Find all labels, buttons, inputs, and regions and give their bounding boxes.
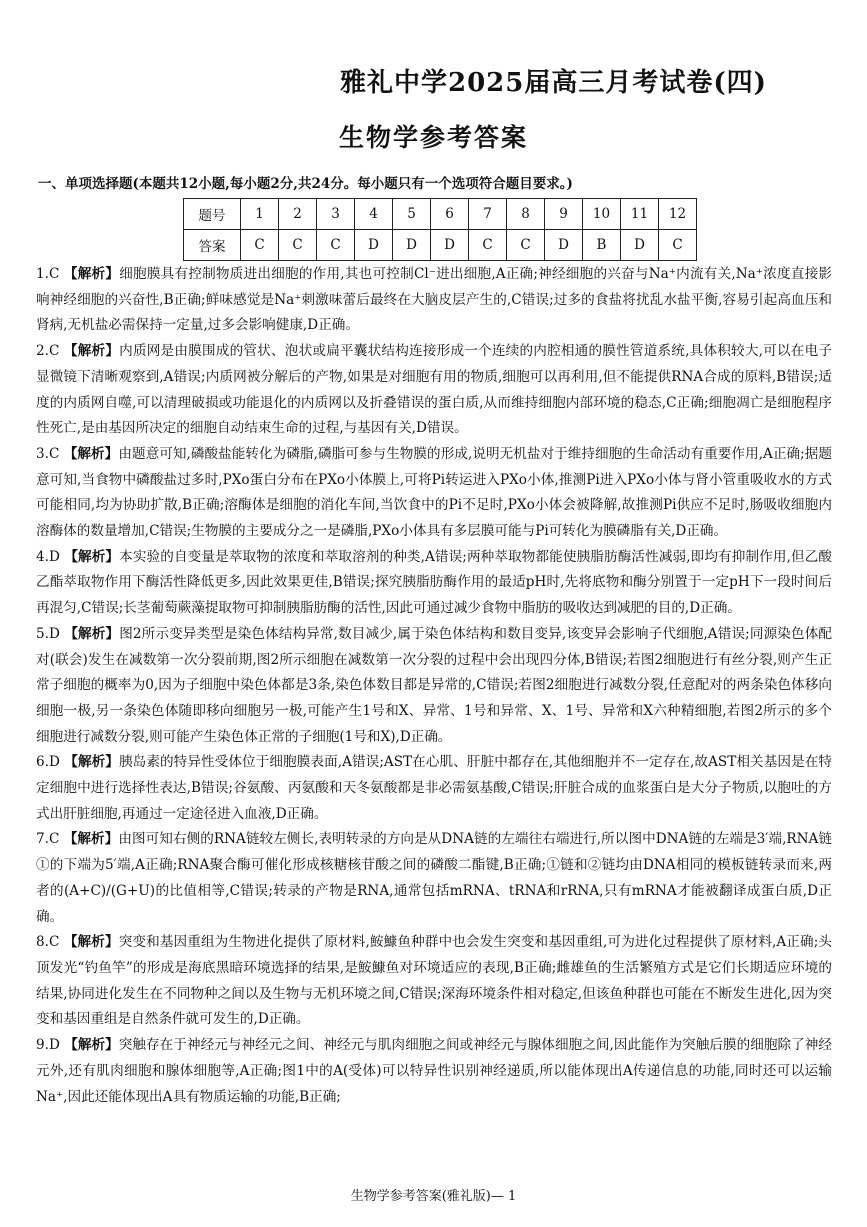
analysis-tag: 【解析】 — [63, 343, 120, 360]
item-number: 2.C — [36, 343, 60, 360]
explanation-item — [36, 750, 832, 827]
explanation-text: 细胞膜具有控制物质进出细胞的作用,其也可控制Cl⁻进出细胞,A正确;神经细胞的兴奋与Na⁺内流有关,Na⁺浓度直接影响神经细胞的兴奋性,B正确;鲜味感觉是Na⁺刺激味蕾后最终在大脑皮层产生的,C错误;过多的食盐将扰乱水盐平衡,容易引起高血压和肾病,无机盐必需保持一定量,过多会影响健康,D正确。 — [36, 266, 832, 334]
answer-cell: C — [241, 230, 279, 261]
analysis-tag: 【解析】 — [63, 934, 119, 951]
item-number: 7.C — [36, 831, 60, 848]
answer-cell: D — [393, 230, 431, 261]
explanation-text: 由图可知右侧的RNA链较左侧长,表明转录的方向是从DNA链的左端往右端进行,所以图中DNA链的左端是3′端,RNA链①的下端为5′端,A正确;RNA聚合酶可催化形成核糖核苷酸之间的磷酸二酯键,B正确;①链和②链均由DNA相同的模板链转录而来,两者的(A+C)/(G+U)的比值相等,C错误;转录的产物是RNA,通常包括mRNA、tRNA和rRNA,只有mRNA才能被翻译成蛋白质,D正确。 — [36, 831, 832, 925]
explanation-item — [36, 442, 832, 545]
document-title: 雅礼中学2025届高三月考试卷(四) — [340, 68, 767, 98]
question-number: 10 — [583, 199, 621, 230]
answer-cell: C — [469, 230, 507, 261]
item-number: 4.D — [36, 548, 60, 565]
question-number: 6 — [431, 199, 469, 230]
analysis-tag: 【解析】 — [63, 266, 120, 282]
answer-cell: B — [583, 230, 621, 261]
explanation-text: 突变和基因重组为生物进化提供了原材料,鮟鱇鱼种群中也会发生突变和基因重组,可为进化过程提供了原材料,A正确;头顶发光“钓鱼竿”的形成是海底黑暗环境选择的结果,是鮟鱇鱼对环境适应的表现,B正确;雌雄鱼的生活繁殖方式是它们长期适应环境的结果,协同进化发生在不同物种之间以及生物与无机环境之间,C错误;深海环境条件相对稳定,但该鱼种群也可能在不断发生进化,因为突变和基因重组是自然条件就可发生的,D正确。 — [36, 934, 833, 1028]
answer-cell: D — [545, 230, 583, 261]
explanation-item — [36, 827, 832, 930]
question-number: 7 — [469, 199, 507, 230]
item-number: 3.C — [36, 445, 60, 462]
answer-cell: C — [317, 230, 355, 261]
explanation-item — [36, 545, 832, 622]
question-number: 1 — [241, 199, 279, 230]
row-label-numbers: 题号 — [184, 199, 241, 230]
explanation-text: 突触存在于神经元与神经元之间、神经元与肌肉细胞之间或神经元与腺体细胞之间,因此能作为突触后膜的细胞除了神经元外,还有肌肉细胞和腺体细胞等,A正确;图1中的A(受体)可以特异性识别神经递质,所以能体现出A传递信息的功能,同时还可以运输Na⁺,因此还能体现出A具有物质运输的功能,B正确; — [36, 1037, 832, 1105]
explanation-item — [36, 339, 832, 442]
section-heading: 一、单项选择题(本题共12小题,每小题2分,共24分。每小题只有一个选项符合题目要求。) — [38, 176, 573, 192]
document-subtitle: 生物学参考答案 — [338, 123, 528, 152]
item-number: 5.D — [36, 625, 60, 642]
item-number: 1.C — [36, 266, 60, 282]
explanation-text: 由题意可知,磷酸盐能转化为磷脂,磷脂可参与生物膜的形成,说明无机盐对于维持细胞的生命活动有重要作用,A正确;据题意可知,当食物中磷酸盐过多时,PXo蛋白分布在PXo小体膜上,可将Pi转运进入PXo小体,推测Pi进入PXo小体与肾小管重吸收水的方式可能相同,均为协助扩散,B正确;溶酶体是细胞的消化车间,当饮食中的Pi不足时,PXo小体会被降解,故推测Pi供应不足时,肠吸收细胞内溶酶体的数量增加,C错误;生物膜的主要成分之一是磷脂,PXo小体具有多层膜可能与Pi可转化为膜磷脂有关,D正确。 — [36, 445, 833, 540]
explanation-item — [36, 930, 832, 1033]
question-number: 4 — [355, 199, 393, 230]
answer-row — [184, 230, 697, 261]
item-number: 8.C — [36, 934, 60, 951]
item-number: 9.D — [36, 1037, 60, 1054]
explanation-text: 图2所示变异类型是染色体结构异常,数目减少,属于染色体结构和数目变异,该变异会影响子代细胞,A错误;同源染色体配对(联会)发生在减数第一次分裂前期,图2所示细胞在减数第一次分裂的过程中会出现四分体,B错误;若图2细胞进行有丝分裂,则产生正常子细胞的概率为0,因为子细胞中染色体都是3条,染色体数目都是异常的,C错误;若图2细胞进行减数分裂,任意配对的两条染色体移向细胞一极,另一条染色体随即移向细胞另一极,可能产生1号和X、异常、1号和异常、X、1号、异常和X六种精细胞,若图2所示的多个细胞进行减数分裂,则可能产生染色体正常的子细胞(1号和X),D正确。 — [36, 625, 833, 745]
explanation-text: 本实验的自变量是萃取物的浓度和萃取溶剂的种类,A错误;两种萃取物都能使胰脂肪酶活性减弱,即均有抑制作用,但乙酸乙酯萃取物作用下酶活性降低更多,因此效果更佳,B错误;探究胰脂肪酶作用的最适pH时,先将底物和酶分别置于一定pH下一段时间后再混匀,C错误;长茎葡萄蕨藻提取物可抑制胰脂肪酶的活性,因此可通过减少食物中脂肪的吸收达到减肥的目的,D正确。 — [36, 548, 833, 617]
question-number: 2 — [279, 199, 317, 230]
explanation-item — [36, 622, 832, 751]
question-number: 8 — [507, 199, 545, 230]
page-footer: 生物学参考答案(雅礼版)— 1 — [350, 1189, 517, 1204]
answer-cell: C — [279, 230, 317, 261]
explanation-item — [36, 1033, 832, 1110]
question-number-row — [184, 199, 697, 230]
question-number: 11 — [621, 199, 659, 230]
analysis-tag: 【解析】 — [63, 445, 119, 462]
explanation-list — [36, 262, 832, 1110]
analysis-tag: 【解析】 — [64, 754, 119, 771]
answer-cell: C — [507, 230, 545, 261]
explanation-text: 内质网是由膜围成的管状、泡状或扁平囊状结构连接形成一个连续的内腔相通的膜性管道系统,具体积较大,可以在电子显微镜下清晰观察到,A错误;内质网被分解后的产物,如果是对细胞有用的物质,细胞可以再利用,但不能提供RNA合成的原料,B错误;适度的内质网自噬,可以清理破损或功能退化的内质网以及折叠错误的蛋白质,从而维持细胞内部环境的稳态,C正确;细胞凋亡是细胞程序性死亡,是由基因所决定的细胞自动结束生命的过程,与基因有关,D错误。 — [36, 343, 833, 437]
answer-cell: D — [355, 230, 393, 261]
question-number: 3 — [317, 199, 355, 230]
analysis-tag: 【解析】 — [63, 831, 119, 848]
question-number: 12 — [659, 199, 697, 230]
question-number: 5 — [393, 199, 431, 230]
item-number: 6.D — [36, 754, 60, 771]
explanation-text: 胰岛素的特异性受体位于细胞膜表面,A错误;AST在心肌、肝脏中都存在,其他细胞并不一定存在,故AST相关基因是在特定细胞中进行选择性表达,B错误;谷氨酸、丙氨酸和天冬氨酸都是非必需氨基酸,C错误;肝脏合成的血浆蛋白是大分子物质,以胞吐的方式出肝脏细胞,再通过一定途径进入血液,D正确。 — [36, 754, 833, 822]
analysis-tag: 【解析】 — [64, 1037, 119, 1054]
row-label-answers: 答案 — [184, 230, 241, 261]
answer-cell: C — [659, 230, 697, 261]
answer-cell: D — [431, 230, 469, 261]
question-number: 9 — [545, 199, 583, 230]
answer-table — [183, 198, 697, 261]
explanation-item — [36, 262, 832, 339]
answer-cell: D — [621, 230, 659, 261]
analysis-tag: 【解析】 — [64, 625, 120, 642]
analysis-tag: 【解析】 — [64, 548, 120, 565]
